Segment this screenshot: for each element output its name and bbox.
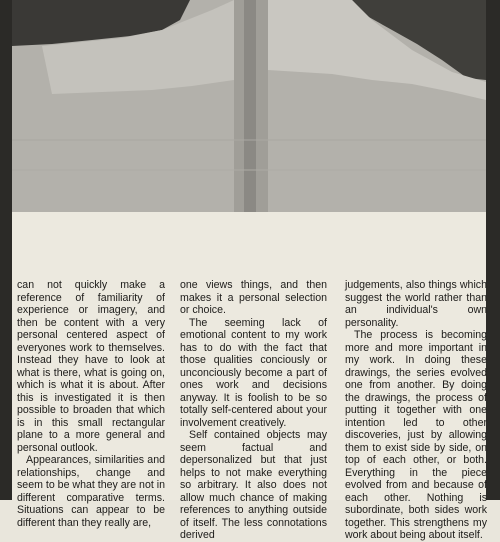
article-column-1 [17, 279, 165, 529]
page-edge-right [486, 0, 500, 500]
paragraph: Self contained objects may seem factual and depersonalized but that just helps to not make everything so arbitrary. It also does not allow much chance of making references to anything outside of itself. The less connotations derived [180, 429, 327, 541]
paragraph: The process is becoming more and more important in my work. In doing these drawings, the series evolved one from another. By doing the drawings, the process of putting it together with one intention led to other discoveries, just by allowing them to exist side by side, on top of each other, or both. Everything in the piece evolved from and because of each other. Nothing is subordinate, both sides work together. This strengthens my work about being about itself. [345, 329, 487, 541]
paragraph: can not quickly make a reference of familiarity of experience or imagery, and then be content with a very personal centered aspect of everyones work to themselves. Instead they have to look at what is there, what is going on, which is what it is about. After this is investigated it is then possible to broaden that which is in this small rectangular plane to a more general and personal outlook. [17, 279, 165, 454]
paragraph: Appearances, similarities and relationships, change and seem to be what they are not in different comparative terms. Situations can appear to be different than they really are, [17, 454, 165, 529]
paragraph: judgements, also things which suggest the world rather than an individual's own personality. [345, 279, 487, 329]
article-column-3 [345, 279, 487, 542]
page-edge-left [0, 0, 12, 500]
paragraph: one views things, and then makes it a personal selection or choice. [180, 279, 327, 316]
paragraph: The seeming lack of emotional content to my work has to do with the fact that those qualities conciously or unconciously become a part of ones work and decisions anyway. It is foolish to be so totally self-centered about your involvement creatively. [180, 316, 327, 429]
article-column-2 [180, 279, 327, 542]
halftone-photograph [12, 0, 486, 212]
